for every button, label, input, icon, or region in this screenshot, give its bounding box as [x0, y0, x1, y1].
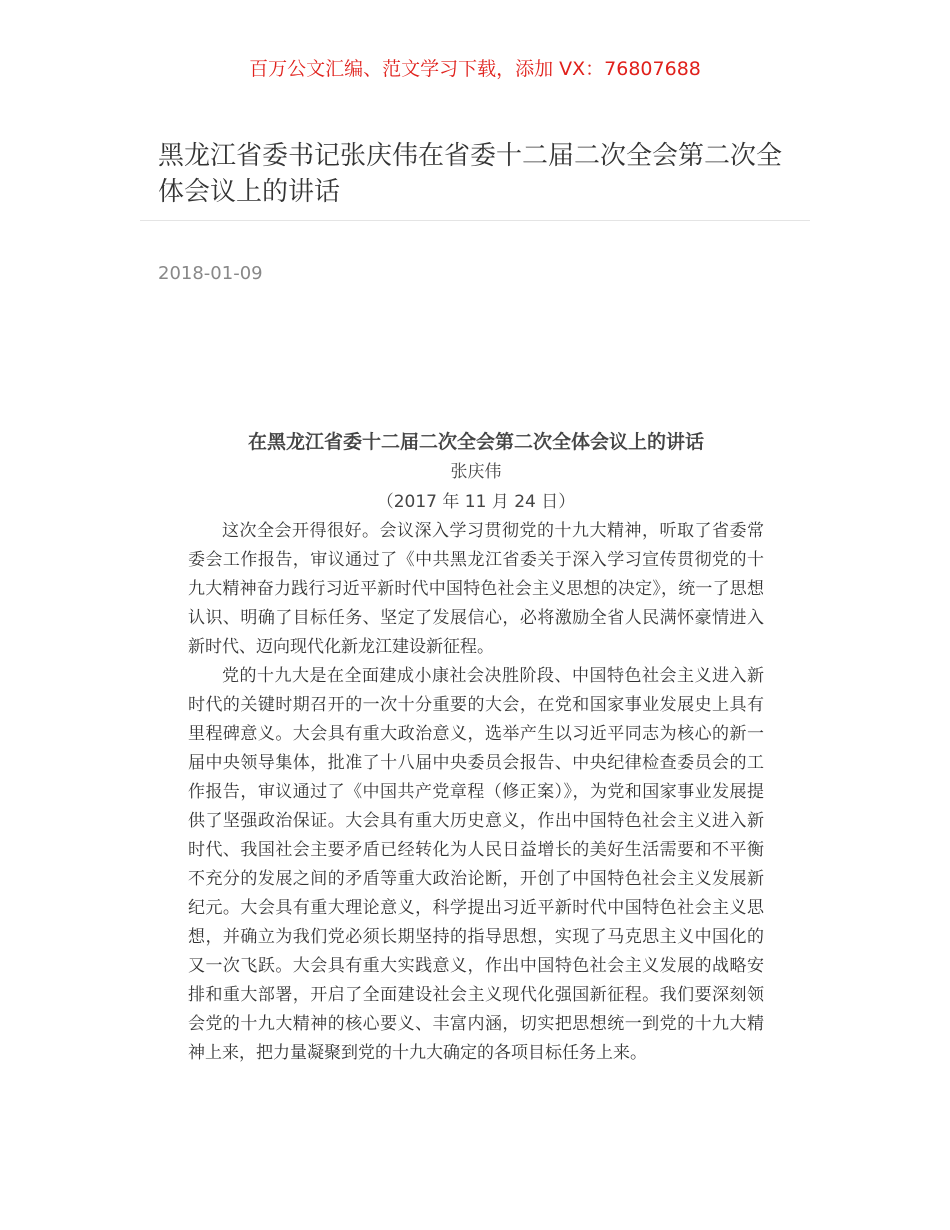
publish-date: 2018-01-09	[158, 263, 263, 284]
speech-date: （2017 年 11 月 24 日）	[376, 492, 576, 512]
title-divider	[140, 220, 810, 221]
article-body	[188, 427, 764, 1068]
paragraph: 这次全会开得很好。会议深入学习贯彻党的十九大精神，听取了省委常委会工作报告，审议通过了《中共黑龙江省委关于深入学习宣传贯彻党的十九大精神奋力践行习近平新时代中国特色社会主义思想的决定》，统一了思想认识、明确了目标任务、坚定了发展信心，必将激励全省人民满怀豪情进入新时代、迈向现代化新龙江建设新征程。	[188, 521, 764, 657]
promo-banner: 百万公文汇编、范文学习下载，添加 VX：76807688	[249, 58, 701, 80]
paragraph: 党的十九大是在全面建成小康社会决胜阶段、中国特色社会主义进入新时代的关键时期召开的一次十分重要的大会，在党和国家事业发展史上具有里程碑意义。大会具有重大政治意义，选举产生以习近平同志为核心的新一届中央领导集体，批准了十八届中央委员会报告、中央纪律检查委员会的工作报告，审议通过了《中国共产党章程（修正案）》，为党和国家事业发展提供了坚强政治保证。大会具有重大历史意义，作出中国特色社会主义进入新时代、我国社会主要矛盾已经转化为人民日益增长的美好生活需要和不平衡不充分的发展之间的矛盾等重大政治论断，开创了中国特色社会主义发展新纪元。大会具有重大理论意义，科学提出习近平新时代中国特色社会主义思想，并确立为我们党必须长期坚持的指导思想，实现了马克思主义中国化的又一次飞跃。大会具有重大实践意义，作出中国特色社会主义发展的战略安排和重大部署，开启了全面建设社会主义现代化强国新征程。我们要深刻领会党的十九大精神的核心要义、丰富内涵，切实把思想统一到党的十九大精神上来，把力量凝聚到党的十九大确定的各项目标任务上来。	[188, 666, 764, 1063]
speech-author: 张庆伟	[450, 462, 502, 482]
speech-title: 在黑龙江省委十二届二次全会第二次全体会议上的讲话	[247, 431, 704, 453]
page-title: 黑龙江省委书记张庆伟在省委十二届二次全会第二次全体会议上的讲话	[158, 141, 783, 207]
